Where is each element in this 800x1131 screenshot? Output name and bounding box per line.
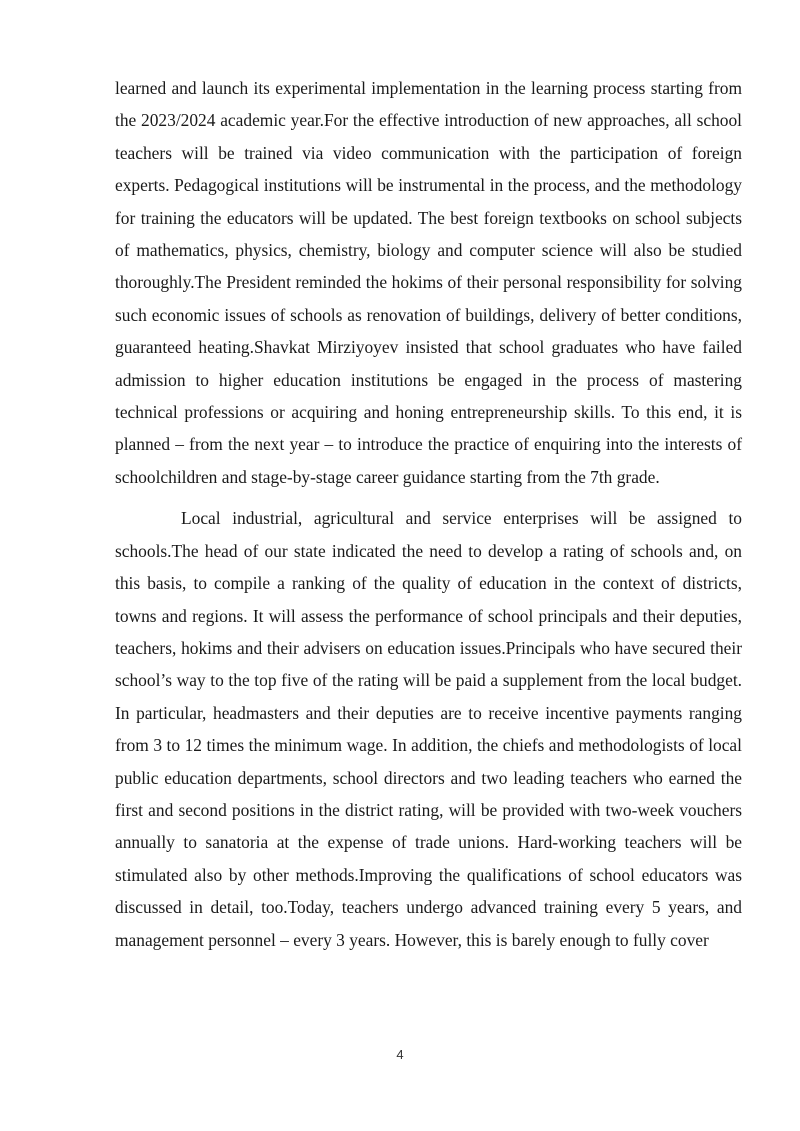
text-body [115, 72, 742, 956]
paragraph-2: Local industrial, agricultural and service enterprises will be assigned to schools.The head of our state indicated the need to develop a rating of schools and, on this basis, to compile a ranking of the quality of education in the context of districts, towns and regions. It will assess the performance of school principals and their deputies, teachers, hokims and their advisers on education issues.Principals who have secured their school’s way to the top five of the rating will be paid a supplement from the local budget. In particular, headmasters and their deputies are to receive incentive payments ranging from 3 to 12 times the minimum wage. In addition, the chiefs and methodologists of local public education departments, school directors and two leading teachers who earned the first and second positions in the district rating, will be provided with two-week vouchers annually to sanatoria at the expense of trade unions. Hard-working teachers will be stimulated also by other methods.Improving the qualifications of school educators was discussed in detail, too.Today, teachers undergo advanced training every 5 years, and management personnel – every 3 years. However, this is barely enough to fully cover [115, 508, 742, 950]
paragraph-1: learned and launch its experimental implementation in the learning process starting from the 2023/2024 academic year.For the effective introduction of new approaches, all school teachers will be trained via video communication with the participation of foreign experts. Pedagogical institutions will be instrumental in the process, and the methodology for training the educators will be updated. The best foreign textbooks on school subjects of mathematics, physics, chemistry, biology and computer science will also be studied thoroughly.The President reminded the hokims of their personal responsibility for solving such economic issues of schools as renovation of buildings, delivery of better conditions, guaranteed heating.Shavkat Mirziyoyev insisted that school graduates who have failed admission to higher education institutions be engaged in the process of mastering technical professions or acquiring and honing entrepreneurship skills. To this end, it is planned – from the next year – to introduce the practice of enquiring into the interests of schoolchildren and stage-by-stage career guidance starting from the 7th grade. [115, 78, 742, 487]
page-number: 4 [396, 1047, 404, 1062]
